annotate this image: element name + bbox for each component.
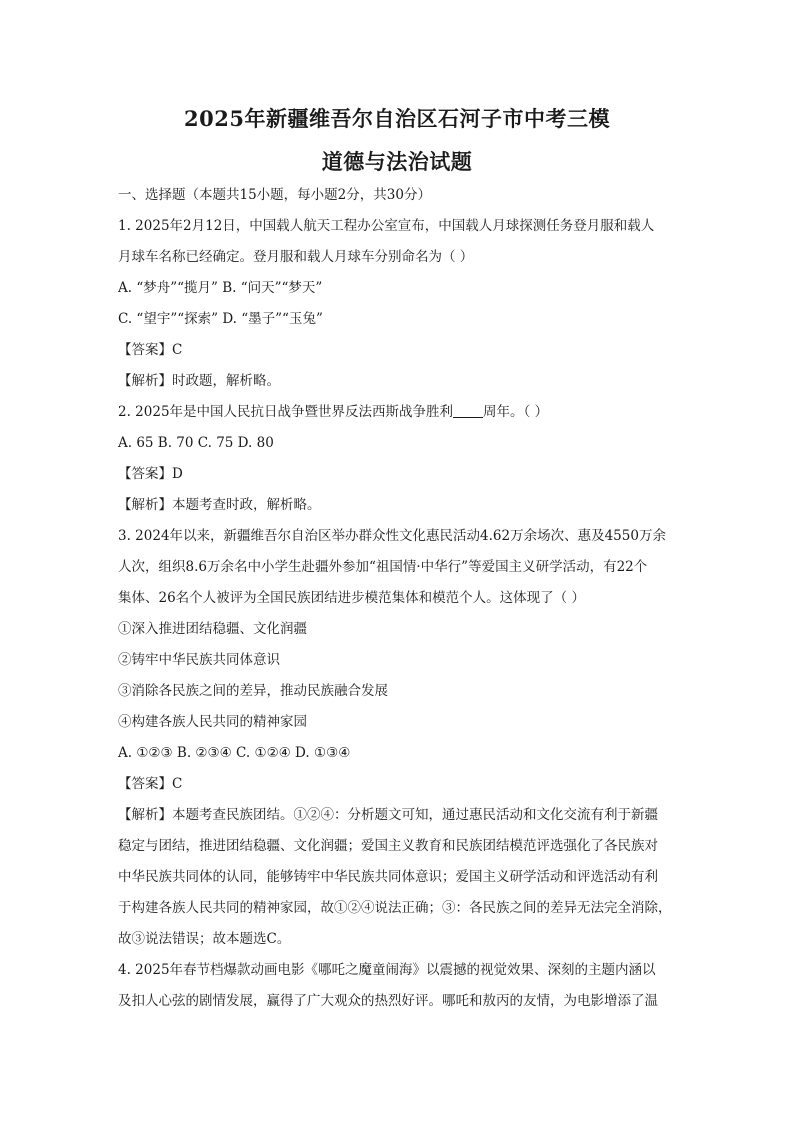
question-3-statement-3: ③消除各民族之间的差异，推动民族融合发展	[118, 683, 388, 699]
question-1-line-1: 1. 2025年2月12日，中国载人航天工程办公室宣布，中国载人月球探测任务登月服和载人	[118, 218, 655, 234]
question-1-line-2: 月球车名称已经确定。登月服和载人月球车分别命名为（ ）	[118, 249, 474, 265]
question-1-answer: 【答案】C	[118, 342, 183, 358]
question-2-stem-pre: 2. 2025年是中国人民抗日战争暨世界反法西斯战争胜利	[118, 404, 454, 420]
exam-subtitle: 道德与法治试题	[321, 149, 473, 174]
question-3-analysis-3: 中华民族共同体的认同，能够铸牢中华民族共同体意识；爱国主义研学活动和评选活动有利	[118, 869, 658, 885]
question-3-answer: 【答案】C	[118, 776, 183, 792]
question-4-line-1: 4. 2025年春节档爆款动画电影《哪吒之魔童闹海》以震撼的视觉效果、深刻的主题内涵以	[118, 962, 656, 978]
question-2-analysis: 【解析】本题考查时政，解析略。	[118, 497, 321, 513]
question-1-analysis: 【解析】时政题，解析略。	[118, 373, 280, 389]
question-2-stem	[118, 401, 678, 424]
question-1-options-1: A. “梦舟”“揽月” B. “问天”“梦天”	[118, 280, 323, 296]
question-3-line-2: 人次，组织8.6万余名中小学生赴疆外参加“祖国情·中华行”等爱国主义研学活动，有22个	[118, 559, 648, 575]
question-4-line-2: 及扣人心弦的剧情发展，赢得了广大观众的热烈好评。哪吒和敖丙的友情，为电影增添了温	[118, 993, 658, 1009]
question-3-analysis-2: 稳定与团结，推进团结稳疆、文化润疆；爱国主义教育和民族团结模范评选强化了各民族对	[118, 838, 658, 854]
question-3-statement-2: ②铸牢中华民族共同体意识	[118, 652, 280, 668]
question-3-statement-1: ①深入推进团结稳疆、文化润疆	[118, 621, 307, 637]
question-3-statement-4: ④构建各族人民共同的精神家园	[118, 714, 307, 730]
question-3-analysis-1: 【解析】本题考查民族团结。①②④：分析题文可知，通过惠民活动和文化交流有利于新疆	[118, 807, 658, 823]
question-3-analysis-4: 于构建各族人民共同的精神家园，故①②④说法正确；③：各民族之间的差异无法完全消除，	[118, 900, 672, 916]
blank-underline	[453, 403, 483, 418]
question-3-line-3: 集体、26名个人被评为全国民族团结进步模范集体和模范个人。这体现了（ ）	[118, 590, 585, 606]
exam-title: 2025年新疆维吾尔自治区石河子市中考三模	[184, 106, 610, 131]
question-2-options: A. 65 B. 70 C. 75 D. 80	[118, 435, 274, 451]
question-3-line-1: 3. 2024年以来，新疆维吾尔自治区举办群众性文化惠民活动4.62万余场次、惠及4550万余	[118, 528, 666, 544]
question-3-analysis-5: 故③说法错误；故本题选C。	[118, 931, 291, 947]
question-1-options-2: C. “望宇”“探索” D. “墨子”“玉兔”	[118, 311, 323, 327]
exam-content	[118, 184, 678, 1021]
section-heading: 一、选择题（本题共15小题，每小题2分，共30分）	[118, 187, 431, 203]
question-2-answer: 【答案】D	[118, 466, 183, 482]
question-2-stem-post: 周年。（ ）	[483, 404, 549, 420]
question-3-options: A. ①②③ B. ②③④ C. ①②④ D. ①③④	[118, 745, 351, 761]
